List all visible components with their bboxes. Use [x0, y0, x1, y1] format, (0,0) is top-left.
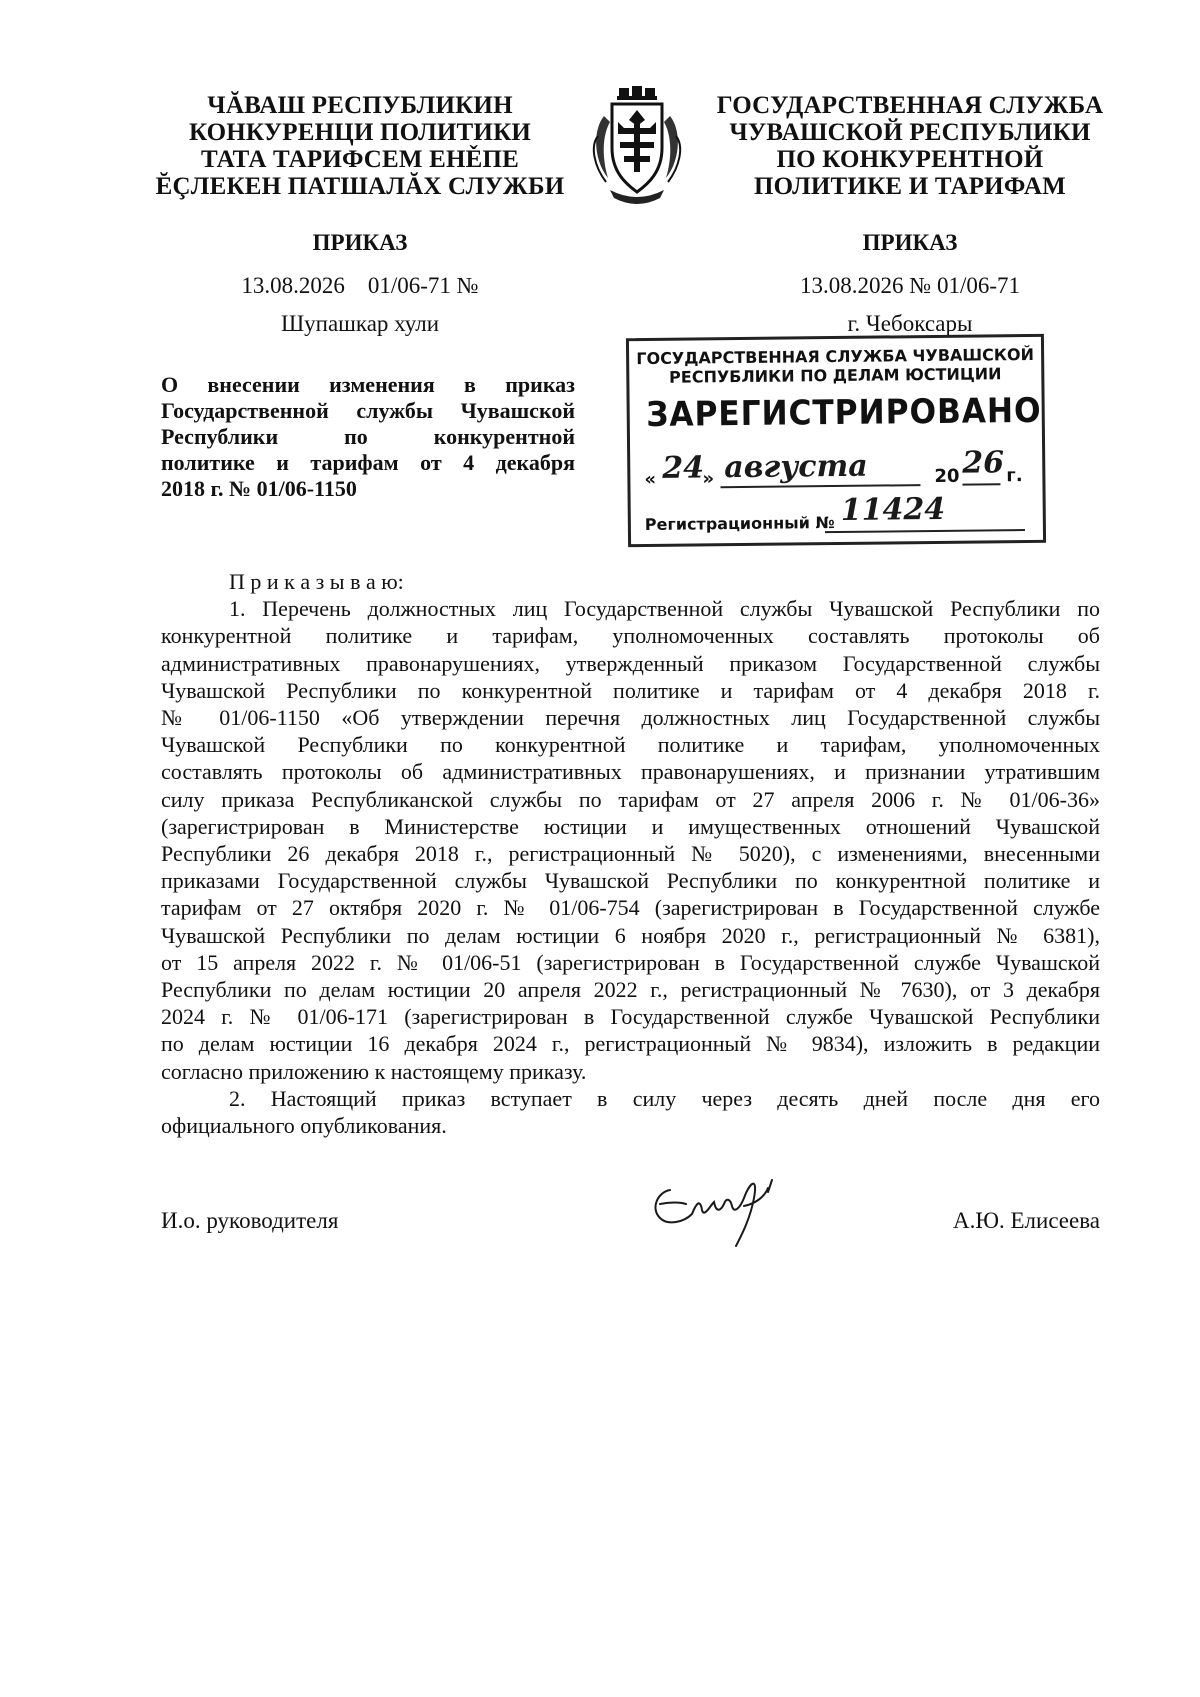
order-number-left: 01/06-71 №	[367, 273, 479, 298]
body-line: конкурентной политике и тарифам, уполномоченных составлять протоколы об	[161, 623, 1100, 649]
header-left	[150, 92, 570, 200]
body-line: по делам юстиции 16 декабря 2024 г., регистрационный № 9834), изложить в редакции	[161, 1031, 1100, 1057]
stamp-year-prefix: 20	[934, 465, 960, 487]
order-date-number-left	[150, 273, 570, 299]
body-line: составлять протоколы об административных правонарушениях, и признании утратившим	[161, 759, 1100, 785]
paragraph-2	[161, 1085, 1100, 1139]
place-right: г. Чебоксары	[847, 311, 973, 336]
body-line: от 15 апреля 2022 г. № 01/06-51 (зарегистрирован в Государственной службе Чувашской	[161, 949, 1100, 975]
stamp-reg-number: 11424	[840, 491, 946, 528]
body-line: 1. Перечень должностных лиц Государственной службы Чувашской Республики по	[229, 596, 1100, 622]
order-date-number-right: 13.08.2026 № 01/06-71	[800, 273, 1020, 298]
order-subject	[161, 372, 575, 502]
subject-line: 2018 г. № 01/06-1150	[161, 476, 357, 501]
body-line: (зарегистрирован в Министерстве юстиции и имущественных отношений Чувашской	[161, 813, 1100, 839]
body-line: Республики 26 декабря 2018 г., регистрационный № 5020), с изменениями, внесенными	[161, 841, 1100, 867]
order-title-right: ПРИКАЗ	[862, 230, 958, 255]
subject-line: Республики по конкурентной	[161, 424, 575, 449]
signatory-name: А.Ю. Елисеева	[952, 1208, 1100, 1233]
paragraph-1	[161, 595, 1100, 1085]
header-right	[700, 92, 1120, 200]
order-title-left: ПРИКАЗ	[312, 230, 408, 255]
stamp-org-line: РЕСПУБЛИКИ ПО ДЕЛАМ ЮСТИЦИИ	[669, 364, 1002, 387]
coat-of-arms-emblem	[588, 86, 686, 206]
header-right-line: ЧУВАШСКОЙ РЕСПУБЛИКИ	[729, 119, 1091, 146]
order-body	[161, 568, 1100, 1139]
subject-line: Государственной службы Чувашской	[161, 398, 575, 423]
body-line: Чувашской Республики по делам юстиции 6 ноября 2020 г., регистрационный № 6381),	[161, 922, 1100, 948]
stamp-registered: ЗАРЕГИСТРИРОВАНО	[645, 390, 1042, 435]
stamp-year-unit: г.	[1006, 465, 1023, 487]
header-right-line: ПОЛИТИКЕ И ТАРИФАМ	[754, 173, 1066, 200]
header-right-line: ГОСУДАРСТВЕННАЯ СЛУЖБА	[716, 92, 1104, 119]
subject-line: политике и тарифам от 4 декабря	[161, 450, 575, 475]
registration-stamp	[626, 334, 1046, 547]
header-left-line: ĔÇЛЕКЕН ПАТШАЛĂХ СЛУЖБИ	[155, 173, 565, 200]
order-date-left: 13.08.2026	[241, 273, 345, 298]
body-line: силу приказа Республиканской службы по тарифам от 27 апреля 2006 г. № 01/06-36»	[161, 786, 1100, 812]
body-intro: П р и к а з ы в а ю:	[229, 569, 404, 594]
body-line: № 01/06-1150 «Об утверждении перечня должностных лиц Государственной службы	[161, 705, 1100, 731]
subject-line: О внесении изменения в приказ	[161, 372, 575, 397]
body-line: Чувашской Республики по конкурентной политике и тарифам, уполномоченных	[161, 732, 1100, 758]
stamp-reg-label: Регистрационный №	[644, 513, 835, 535]
header-left-line: КОНКУРЕНЦИ ПОЛИТИКИ	[188, 119, 532, 146]
stamp-reg-row	[644, 491, 1035, 537]
header-right-line: ПО КОНКУРЕНТНОЙ	[776, 146, 1044, 173]
body-line: согласно приложению к настоящему приказу.	[161, 1058, 587, 1084]
body-line: административных правонарушениях, утвержденный приказом Государственной службы	[161, 650, 1100, 676]
stamp-date-row: « 24 » августа 20 26 г.	[644, 445, 1023, 491]
stamp-year-suffix: 26	[962, 445, 1005, 481]
header-left-line: ТАТА ТАРИФСЕМ ЕНĚПЕ	[201, 146, 519, 173]
body-line: официального опубликования.	[161, 1113, 447, 1139]
stamp-org-line: ГОСУДАРСТВЕННАЯ СЛУЖБА ЧУВАШСКОЙ	[636, 344, 1035, 369]
body-line: приказами Государственной службы Чувашской Республики по конкурентной политике и	[161, 868, 1100, 894]
handwritten-signature	[640, 1168, 810, 1248]
stamp-month: августа	[724, 448, 868, 486]
body-line: 2. Настоящий приказ вступает в силу через десять дней после дня его	[229, 1085, 1100, 1111]
body-line: тарифам от 27 октября 2020 г. № 01/06-754 (зарегистрирован в Государственной службе	[161, 895, 1100, 921]
stamp-day: 24	[662, 450, 705, 486]
header-left-line: ЧĂВАШ РЕСПУБЛИКИН	[207, 92, 513, 119]
place-left: Шупашкар хули	[280, 311, 440, 336]
body-line: Чувашской Республики по конкурентной политике и тарифам от 4 декабря 2018 г.	[161, 677, 1100, 703]
signatory-position: И.о. руководителя	[161, 1208, 339, 1233]
body-line: Республики по делам юстиции 20 апреля 2022 г., регистрационный № 7630), от 3 декабря	[161, 977, 1100, 1003]
body-line: 2024 г. № 01/06-171 (зарегистрирован в Государственной службе Чувашской Республики	[161, 1004, 1100, 1030]
